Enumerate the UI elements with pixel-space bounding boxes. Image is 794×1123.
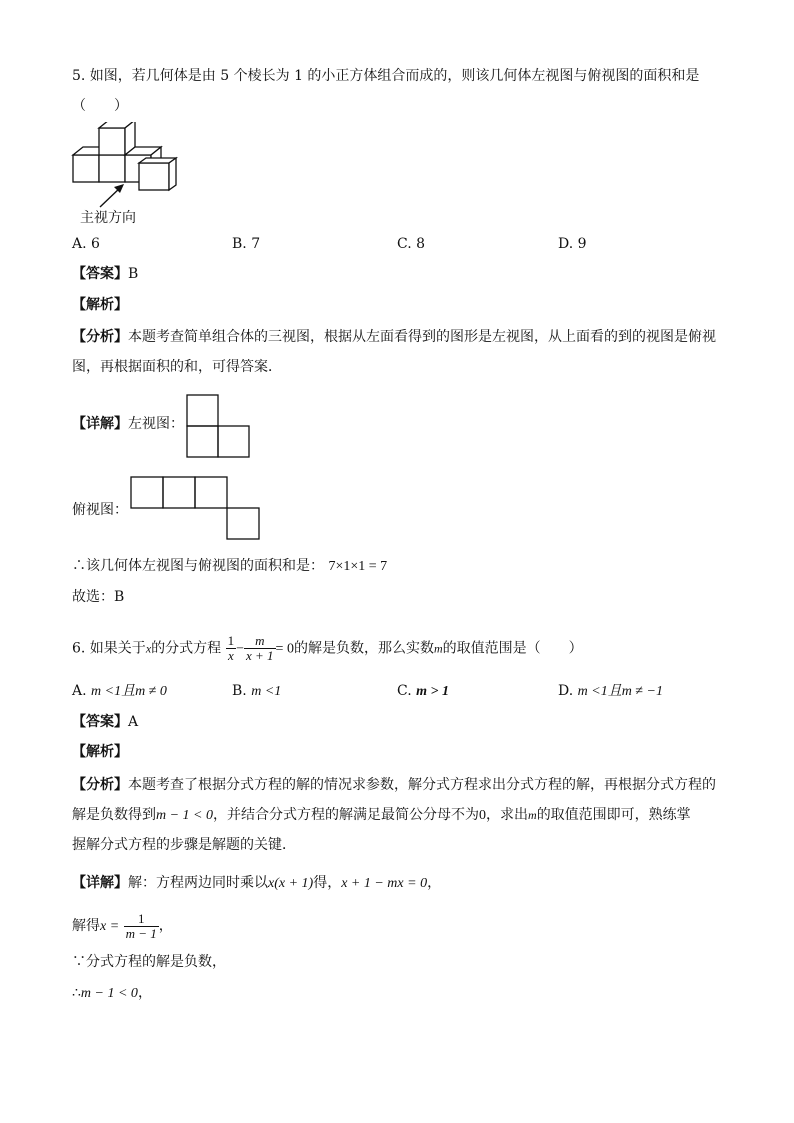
q6-detail-math1: x(x + 1): [268, 876, 314, 891]
q6-therefore: [72, 983, 152, 1004]
q5-figure-label: 主视方向: [80, 210, 136, 226]
q5-fenxi-line1: [72, 327, 716, 347]
q6-therefore-pre: ∴: [72, 985, 81, 1001]
q5-fenxi-text1: 本题考查简单组合体的三视图，根据从左面看得到的图形是左视图，从上面看的到的视图是俯视: [128, 329, 716, 345]
q6-fenxi-l2-zero: 0: [479, 808, 487, 823]
q5-analysis-tag: 【解析】: [72, 297, 128, 313]
q6-eq-frac1-num: 1: [227, 633, 235, 648]
q6-detail-math2: x + 1 − mx = 0: [341, 876, 428, 891]
q6-eq-frac2: [244, 634, 276, 663]
q6-answer-value: A: [128, 714, 139, 730]
q6-solve: [72, 906, 173, 947]
q6-option-b: [232, 681, 281, 702]
q5-conclusion-math: 7×1×1 = 7: [328, 559, 388, 574]
q5-left-view-label: 左视图：: [128, 416, 184, 432]
q5-top-view-label: 俯视图：: [72, 502, 128, 518]
q6-option-a-letter: A.: [72, 683, 87, 699]
q6-detail-tag: 【详解】: [72, 875, 128, 891]
q6-solve-end: ，: [158, 918, 173, 934]
q5-answer: [72, 264, 138, 284]
q5-detail-tag: 【详解】: [72, 416, 128, 432]
q5-fenxi-line2: 图，再根据面积的和，可得答案．: [72, 359, 282, 375]
q6-solve-frac: [124, 912, 159, 941]
q6-fenxi-l2-pre: 解是负数得到: [72, 807, 156, 823]
q6-stem-mid: 的分式方程: [151, 640, 222, 657]
q6-fenxi-line1: [72, 775, 716, 795]
q6-therefore-math: m − 1 < 0: [80, 986, 138, 1001]
q6-eq-frac2-num: m: [244, 634, 276, 649]
q5-option-b: B. 7: [232, 236, 261, 252]
q5-conclusion: [72, 556, 387, 577]
q6-fenxi-l2-end: 的取值范围即可，熟练掌: [536, 807, 691, 823]
q5-stem-line2: （ ）: [72, 98, 128, 114]
q6-option-b-letter: B.: [232, 683, 247, 699]
q5-fenxi-tag: 【分析】: [72, 329, 128, 345]
q5-left-view-figure: [186, 394, 252, 458]
q6-stem-var-x: x: [145, 641, 152, 656]
q6-detail: [72, 873, 441, 894]
q6-detail-end: ，: [427, 875, 442, 891]
q6-stem-pre: 6. 如果关于: [72, 640, 146, 657]
q6-option-a-math: m <1且m ≠ 0: [91, 684, 167, 699]
q6-option-c: [397, 681, 449, 702]
q6-option-c-math: m > 1: [416, 684, 449, 699]
q6-fenxi-l2-mid: ，并结合分式方程的解满足最简公分母不为: [213, 807, 480, 823]
q6-fenxi-l2-mid2: ，求出: [486, 807, 529, 823]
q6-option-d-letter: D.: [558, 683, 574, 699]
q5-option-c: C. 8: [397, 236, 426, 252]
q6-option-d-math: m <1且m ≠ −1: [577, 684, 663, 699]
q5-option-a: A. 6: [72, 236, 100, 252]
q6-stem-var-m: m: [433, 641, 443, 656]
q6-solve-num: 1: [124, 912, 159, 927]
q5-cube-figure: [70, 122, 180, 212]
q5-top-view-figure: [130, 476, 262, 542]
q5-answer-value: B: [128, 266, 139, 282]
q6-option-c-letter: C.: [397, 683, 412, 699]
q5-detail-left: [72, 414, 184, 434]
q5-conclusion-text: ∴该几何体左视图与俯视图的面积和是：: [72, 558, 324, 574]
q6-stem-end: 的取值范围是（ ）: [442, 640, 583, 657]
q6-analysis-tag: 【解析】: [72, 744, 128, 760]
q6-detail-mid: 得，: [313, 875, 342, 891]
q5-stem-line1: 5. 如图，若几何体是由 5 个棱长为 1 的小正方体组合而成的，则该几何体左视图与俯视图的面积和是: [72, 68, 700, 84]
q5-answer-tag: 【答案】: [72, 266, 128, 282]
q6-therefore-end: ，: [137, 985, 152, 1001]
q6-option-d: [558, 681, 663, 702]
q6-stem-post: 的解是负数，那么实数: [293, 640, 434, 657]
q6-fenxi-line3: 握解分式方程的步骤是解题的关键．: [72, 837, 296, 853]
q6-because: ∵分式方程的解是负数，: [72, 954, 226, 970]
q6-option-b-math: m <1: [251, 684, 282, 699]
q5-choose: 故选：B: [72, 589, 125, 605]
q6-eq-frac1-den: x: [227, 648, 234, 663]
q5-option-d: D. 9: [558, 236, 587, 252]
q6-solve-den: m − 1: [125, 925, 157, 941]
q6-solve-pre: 解得: [72, 918, 100, 934]
q6-answer-tag: 【答案】: [72, 714, 128, 730]
q6-detail-pre: 解：方程两边同时乘以: [128, 875, 268, 891]
q6-fenxi-tag: 【分析】: [72, 777, 128, 793]
q6-eq-rhs: = 0: [275, 641, 294, 657]
q6-solve-lhs: x =: [100, 919, 120, 934]
q6-answer: [72, 712, 138, 732]
q6-eq-minus: −: [236, 641, 244, 657]
q6-stem: [72, 634, 583, 663]
q6-option-a: [72, 681, 167, 702]
q6-fenxi-text1: 本题考查了根据分式方程的解的情况求参数，解分式方程求出分式方程的解，再根据分式方程的: [128, 777, 716, 793]
q6-eq-frac1: [226, 634, 237, 663]
q6-fenxi-line2: [72, 805, 691, 826]
q6-fenxi-l2-math: m − 1 < 0: [156, 808, 214, 823]
q6-eq-frac2-den: x + 1: [246, 648, 274, 663]
q6-fenxi-l2-var: m: [528, 808, 537, 822]
